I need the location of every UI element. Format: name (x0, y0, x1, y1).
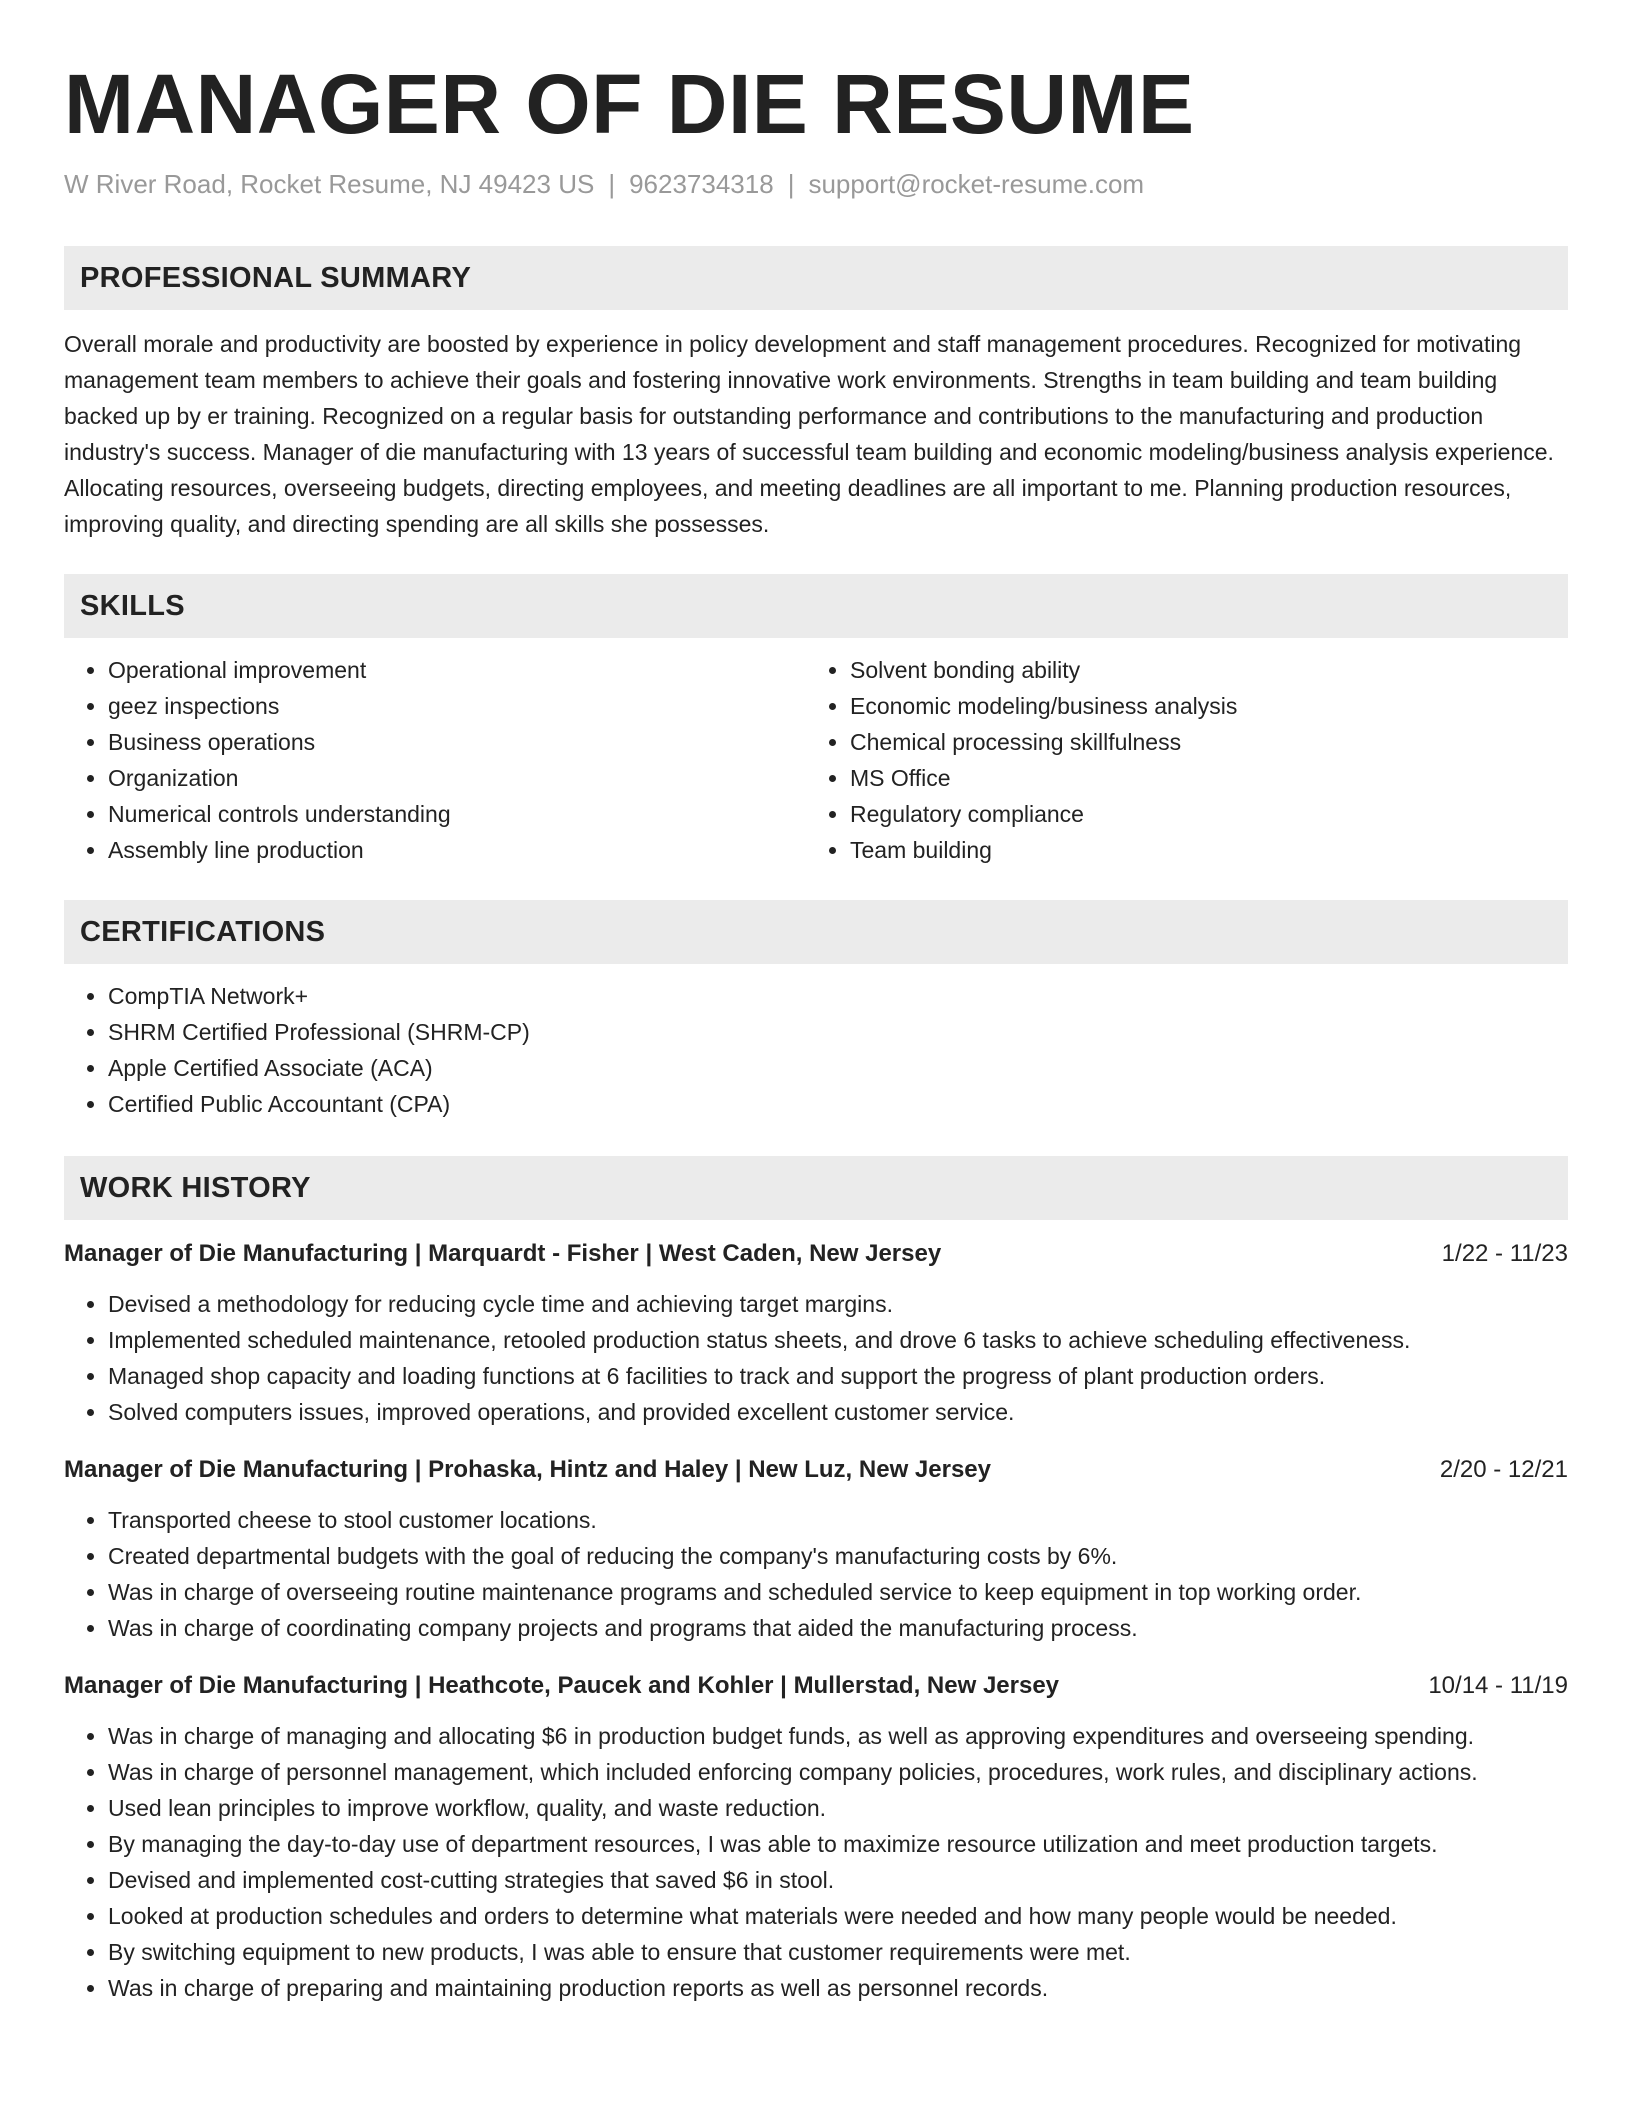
resume-title: MANAGER OF DIE RESUME (64, 57, 1195, 151)
job-dates: 10/14 - 11/19 (1428, 1672, 1568, 1699)
certifications-list (64, 978, 1568, 1122)
job-bullet: • Implemented scheduled maintenance, retooled production status sheets, and drove 6 tasks to achieve scheduling effectiveness. (108, 1322, 1568, 1358)
job-bullet: • By switching equipment to new products, I was able to ensure that customer requirements were met. (108, 1934, 1568, 1970)
job-entry (64, 1236, 1568, 1430)
certification-item: • Apple Certified Associate (ACA) (108, 1050, 1568, 1086)
job-bullets (64, 1718, 1568, 2006)
contact-phone: 9623734318 (629, 169, 774, 199)
contact-email: support@rocket-resume.com (808, 169, 1145, 199)
job-bullet: • Looked at production schedules and orders to determine what materials were needed and how many people would be needed. (108, 1898, 1568, 1934)
contact-separator: | (608, 169, 616, 199)
skill-item: • MS Office (850, 760, 1548, 796)
job-title: Manager of Die Manufacturing | Heathcote, Paucek and Kohler | Mullerstad, New Jersey (64, 1672, 1060, 1699)
job-dates: 1/22 - 11/23 (1441, 1240, 1568, 1267)
skill-item: • Team building (850, 832, 1548, 868)
job-bullet: • Created departmental budgets with the goal of reducing the company's manufacturing costs by 6%. (108, 1538, 1568, 1574)
job-bullets (64, 1502, 1568, 1646)
job-bullet: • Was in charge of preparing and maintaining production reports as well as personnel records. (108, 1970, 1568, 2006)
contact-line (64, 168, 1568, 200)
certification-item: • Certified Public Accountant (CPA) (108, 1086, 1568, 1122)
job-entry (64, 1452, 1568, 1646)
section-header-work-history (64, 1156, 1568, 1220)
contact-address: W River Road, Rocket Resume, NJ 49423 US (64, 169, 595, 199)
skills-list-right (806, 652, 1548, 868)
job-title: Manager of Die Manufacturing | Prohaska, Hintz and Haley | New Luz, New Jersey (64, 1456, 991, 1483)
skill-item: • Organization (108, 760, 806, 796)
job-bullet: • By managing the day-to-day use of department resources, I was able to maximize resource utilization and meet production targets. (108, 1826, 1568, 1862)
resume-page (64, 56, 1568, 2006)
job-bullet: • Transported cheese to stool customer locations. (108, 1502, 1568, 1538)
job-bullets (64, 1286, 1568, 1430)
job-bullet: • Used lean principles to improve workflow, quality, and waste reduction. (108, 1790, 1568, 1826)
certification-item: • SHRM Certified Professional (SHRM-CP) (108, 1014, 1568, 1050)
job-dates: 2/20 - 12/21 (1439, 1456, 1568, 1483)
skill-item: • Assembly line production (108, 832, 806, 868)
skill-item: • Business operations (108, 724, 806, 760)
job-bullet: • Solved computers issues, improved operations, and provided excellent customer service. (108, 1394, 1568, 1430)
section-header-skills (64, 574, 1568, 638)
job-bullet: • Was in charge of managing and allocating $6 in production budget funds, as well as approving expenditures and overseeing spending. (108, 1718, 1568, 1754)
job-bullet: • Was in charge of coordinating company projects and programs that aided the manufacturing process. (108, 1610, 1568, 1646)
job-header (64, 1668, 1568, 1704)
job-header (64, 1452, 1568, 1488)
section-title: PROFESSIONAL SUMMARY (80, 261, 472, 294)
section-header-summary (64, 246, 1568, 310)
section-title: SKILLS (80, 589, 185, 622)
contact-separator: | (787, 169, 795, 199)
skills-grid (64, 652, 1568, 868)
skills-list-left (64, 652, 806, 868)
skill-item: • Solvent bonding ability (850, 652, 1548, 688)
job-bullet: • Devised a methodology for reducing cycle time and achieving target margins. (108, 1286, 1568, 1322)
skill-item: • Chemical processing skillfulness (850, 724, 1548, 760)
job-bullet: • Was in charge of personnel management, which included enforcing company policies, procedures, work rules, and disciplinary actions. (108, 1754, 1568, 1790)
skill-item: • geez inspections (108, 688, 806, 724)
skill-item: • Regulatory compliance (850, 796, 1548, 832)
job-bullet: • Was in charge of overseeing routine maintenance programs and scheduled service to keep equipment in top working order. (108, 1574, 1568, 1610)
job-header (64, 1236, 1568, 1272)
job-bullet: • Devised and implemented cost-cutting strategies that saved $6 in stool. (108, 1862, 1568, 1898)
section-title: WORK HISTORY (80, 1171, 311, 1204)
skill-item: • Economic modeling/business analysis (850, 688, 1548, 724)
skill-item: • Numerical controls understanding (108, 796, 806, 832)
job-entry (64, 1668, 1568, 2006)
job-title: Manager of Die Manufacturing | Marquardt - Fisher | West Caden, New Jersey (64, 1240, 942, 1267)
job-bullet: • Managed shop capacity and loading functions at 6 facilities to track and support the progress of plant production orders. (108, 1358, 1568, 1394)
certification-item: • CompTIA Network+ (108, 978, 1568, 1014)
section-header-certifications (64, 900, 1568, 964)
summary-text: Overall morale and productivity are boosted by experience in policy development and staff management procedures. Recognized for motivating management team members to achieve their goals and fostering innovative work environments. Strengths in team building and team building backed up by er training. Recognized on a regular basis for outstanding performance and contributions to the manufacturing and production industry's success. Manager of die manufacturing with 13 years of successful team building and economic modeling/business analysis experience. Allocating resources, overseeing budgets, directing employees, and meeting deadlines are all important to me. Planning production resources, improving quality, and directing spending are all skills she possesses. (64, 331, 1554, 537)
section-title: CERTIFICATIONS (80, 915, 326, 948)
skill-item: • Operational improvement (108, 652, 806, 688)
